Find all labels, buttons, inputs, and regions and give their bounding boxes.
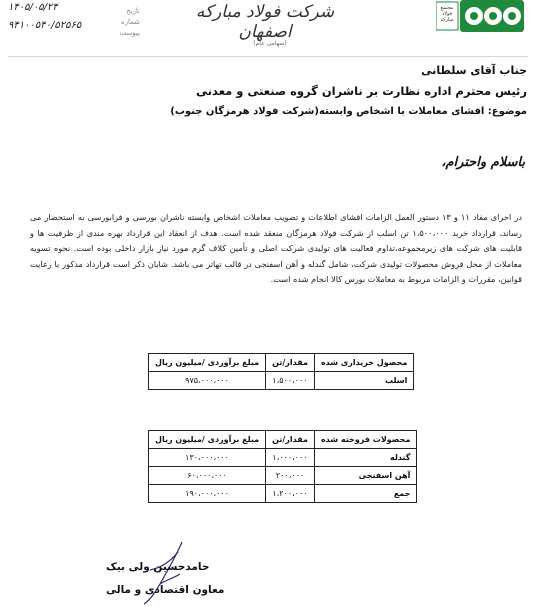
attachment-label: پیوست — [119, 29, 140, 37]
table-header: مبلغ برآوردی /میلیون ریال — [149, 354, 266, 372]
company-name: شرکت فولاد مبارکه اصفهان — [195, 2, 335, 42]
table-row — [149, 449, 417, 467]
table-header: محصول خریداری شده — [314, 354, 413, 372]
table-cell: ۱،۰۰۰،۰۰۰ — [266, 449, 315, 467]
signatory-name: حامدحسین ولی بیک — [106, 561, 210, 573]
signature-scribble — [120, 540, 200, 606]
table-cell: جمع — [314, 485, 416, 503]
logo-caption — [436, 5, 458, 23]
table-cell: ۱۹۰،۰۰۰،۰۰۰ — [149, 485, 266, 503]
table-cell: آهن اسفنجی — [314, 467, 416, 485]
table-cell: ۱،۵۰۰،۰۰۰ — [266, 372, 315, 390]
header-divider — [8, 56, 528, 57]
table-header-row — [149, 431, 417, 449]
purchase-table — [148, 353, 414, 390]
logo-caption-text: مجتمع فولاد مبارکه — [440, 5, 454, 23]
signatory-title: معاون اقتصادی و مالی — [106, 584, 225, 596]
number-label: شماره — [120, 18, 140, 26]
table-header: مقدار/تن — [266, 354, 315, 372]
recipient-name: جناب آقای سلطانی — [421, 64, 527, 77]
letter-meta-values — [8, 2, 104, 32]
company-type: (سهامی عام) — [253, 40, 287, 47]
date-value: ۱۴۰۵/۰۵/۲۴ — [8, 2, 58, 13]
table-cell: ۹۷۵،۰۰۰،۰۰۰ — [149, 372, 266, 390]
letter-subject: موضوع: افشای معاملات با اشخاص وابسته(شرکت فولاد هرمزگان جنوب) — [170, 106, 527, 117]
table-header-row — [149, 354, 414, 372]
table-cell: ۲۰۰،۰۰۰ — [266, 467, 315, 485]
number-value: ۹۴۱۰۰۵۴۰/۵۲۵۶۵ — [8, 20, 82, 31]
table-row — [149, 372, 414, 390]
table-row — [149, 485, 417, 503]
recipient-title: رئیس محترم اداره نظارت بر ناشران گروه صنعتی و معدنی — [196, 84, 527, 98]
table-cell: ۶۰،۰۰۰،۰۰۰ — [149, 467, 266, 485]
date-label: تاریخ — [126, 7, 140, 15]
table-cell: ۱،۲۰۰،۰۰۰ — [266, 485, 315, 503]
table-cell: ۱۳۰،۰۰۰،۰۰۰ — [149, 449, 266, 467]
table-cell: اسلب — [314, 372, 413, 390]
table-header: مقدار/تن — [266, 431, 315, 449]
letter-body: در اجرای مفاد ۱۱ و ۱۳ دستور العمل الزامات افشای اطلاعات و تصویب معاملات اشخاص وابسته ناشران بورسی و فرابورسی به استحضار می رساند، قرارداد خرید ۱،۵۰۰،۰۰۰ تن اسلب از شرکت فولاد هرمزگان منعقد شده است. هدف از انعقاد این قرارداد بهره مندی از ظرفیت ها و قابلیت های شرکت های زیرمجموعه،تداوم فعالیت های تولیدی شرکت اصلی و تأمین کلاف گرم مورد نیاز بازار داخلی بوده است. نحوه تسویه معاملات از محل فروش محصولات تولیدی شرکت، شامل گندله و آهن اسفنجی در قالب تهاتر می باشد. شایان ذکر است قرارداد مذکور با رعایت قوانین، مقررات و الزامات مربوط به معاملات بورس کالا انجام شده است. — [30, 212, 522, 284]
letter-meta-labels — [100, 6, 140, 39]
sold-products-table — [148, 430, 417, 503]
table-row — [149, 467, 417, 485]
table-cell: گندله — [314, 449, 416, 467]
table-header: محصولات فروخته شده — [314, 431, 416, 449]
greeting: باسلام واحترام، — [441, 155, 525, 170]
table-header: مبلغ برآوردی /میلیون ریال — [149, 431, 266, 449]
